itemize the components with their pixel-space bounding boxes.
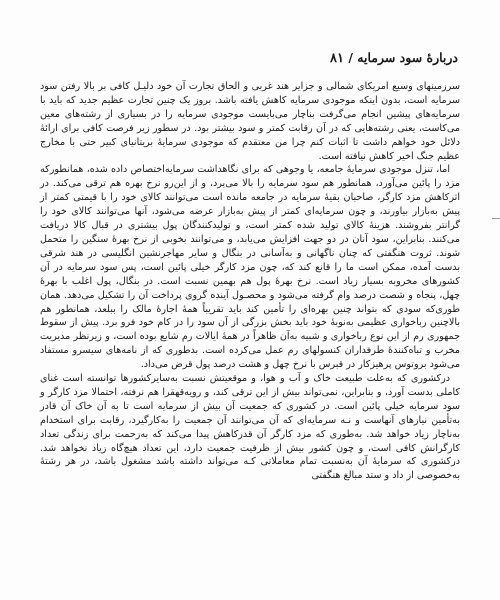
page-edge-mark	[492, 218, 500, 219]
paragraph: اما، تنزل موجودی سرمایهٔ جامعه، یا وجوهی که برای نگاهداشت سرمایه‌اختصاص داده شده، همانطورکه مزد را پائین می‌آورد، همانطور هم سود سرمایه را بالا می‌برد، و از این‌رو نرخ بهره هم ترقی می‌کند. در اثرکاهش مزد کارگر، صاحبان بقیهٔ سرمایه در جامعه مانده است می‌توانند کالای خود را با قیمتی کمتر از پیش به‌بازار بیاورند، و چون سرمایه‌ای کمتر از پیش به‌بازار عرضه می‌شود، آنها می‌توانند کالای خود را گرانتر بفروشند. هزینهٔ کالای تولید شده کمتر است، و تولیدکنندگان پول بیشتری در قبال کالا دریافت می‌کنند. بنابراین، سود آنان در دو جهت افزایش می‌یابد، و می‌توانند بخوبی از نرخ بهرهٔ سنگین را متحمل شوند. ثروت هنگفتی که چنان ناگهانی و به‌آسانی در بنگال و سایر مهاجرنشین انگلیسی در هند شرقی بدست آمده، ممکن است ما را قانع کند که، چون مزد کارگر خیلی پائین است، پس سود سرمایه در آن کشورهای مخروبه بسیار زیاد است. نرخ بهرهٔ پول هم بهمین نسبت است. در بنگال، پول اغلب با بهرهٔ چهل، پنجاه و شصت درصد وام گرفته می‌شود و محصـول آینده گروی پرداخت آن را تشکیل می‌دهد. همان طوری‌که سودی که بتواند چنین بهره‌ای را تأمین کند باید تقریباً همهٔ اجارهٔ مالک را ببلعد، همانطور هم بالاچنین رباخواری عظیمی به‌نوبهٔ خود باید بخش بزرگی از آن سود را در کام خود فرو برد. پیش از سقوط جمهوری رم از این نوع رباخواری و شبیه به‌آن ظاهراً در همهٔ ایالات رم شایع بوده است، و زیرنظر مدیریت مخرب و تباه‌کنندهٔ طرفداران کنسولهای رم عمل می‌کرده است. بدطوری که از نامه‌های سیسرو مستفاد می‌شود بروتوس پرهیزکار در قبرس با نرخ چهل و هشت درصد پول قرض می‌داد.	[40, 164, 460, 371]
paragraph: درکشوری که به‌علت طبیعت خاک و آب و هوا، و موقعیتش نسبت به‌سایرکشورها توانسته است غنای کاملی بدست آورد، و بنابراین، نمی‌تواند بیش از این ترقی کند، و رویه‌قهقرا هم نرفته، احتمالا مزد کارگر و سود سرمایه خیلی پائین است. در کشوری که جمعیت آن بیش از سرمایه است تا به آن خاک آن قادر به‌تأمین نیازهای آنهاست و نـه سرمایه‌ای که آن می‌توانند آن جمعیت را به‌کارگیرد، رقابت برای استخدام به‌ناچار زیاد خواهد شد. به‌طوری که مزد کارگر آن قدرکاهش پیدا می‌کند که به‌زحمت برای زندگی تعداد کارگرانش کافی است، و چون کشور بیش از ظرفیت جمعیت دارد، این تعداد هیچ‌گاه زیاد نخواهد شد. درکشوری که سرمایهٔ آن به‌نسبت تمام معاملاتی کـه می‌تواند داشته باشد مشغول باشد، در هر رشتهٔ به‌خصوصی از داد و ستد مبالغ هنگفتی	[40, 373, 460, 482]
header-separator: /	[348, 50, 353, 65]
page-number: ۸۱	[330, 51, 344, 66]
running-head	[330, 50, 458, 66]
page-header	[40, 48, 458, 68]
chapter-title: دربارهٔ سود سرمایه	[357, 50, 458, 65]
paragraph: سرزمینهای وسیع امریکای شمالی و جزایر هند غربی و الحاق تجارت آن خود دلیـل کافی بر بالا رفتن سود سرمایه است، بدون اینکه موجودی سرمایه کاهش یافته باشد. بروز یک چنین تجارت عظیم جدید که باید با سرمایه‌های پیشین انجام می‌گرفت بناچار می‌بایست موجودی سرمایه را در بسیاری از رشته‌های معین می‌کاست، یعنی رشته‌هایی که در آن رقابت کمتر و سود بیشتر بود. در سطور زیر فرصت کافی برای ارائهٔ دلائل خود خواهم داشت تا اثبات کنم چرا من معتقدم که موجودی سرمایهٔ بریتانیای کبیر حتی با مخارج عظیم جنگ اخیر کاهش نیافته است.	[40, 81, 460, 162]
body-text	[40, 80, 460, 483]
